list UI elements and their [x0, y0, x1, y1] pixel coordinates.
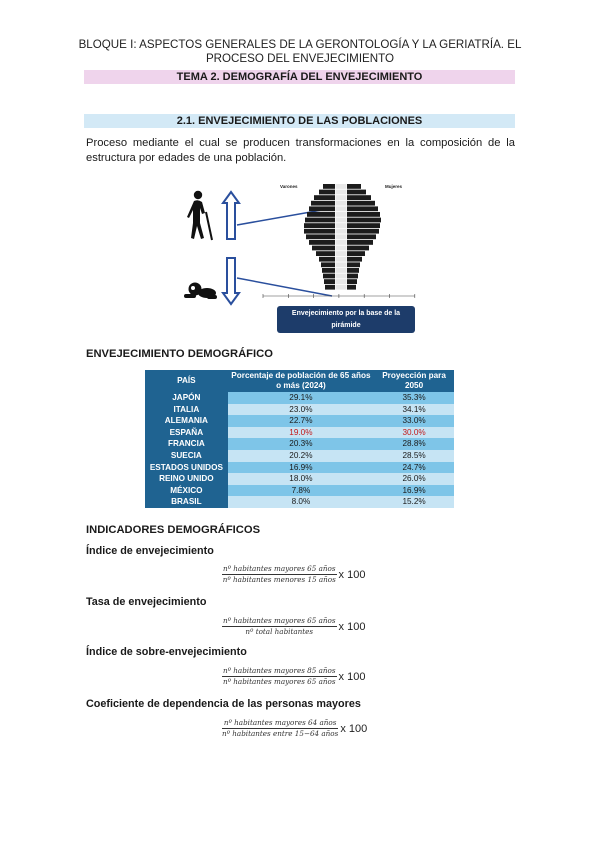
pct-2024-cell: 19.0% [228, 427, 374, 439]
pyramid-bar-female [347, 285, 356, 290]
pyramid-bar-female [347, 257, 362, 262]
country-cell: ITALIA [145, 404, 228, 416]
table-row [145, 473, 454, 485]
pyramid-age-label-slot [336, 246, 347, 251]
pyramid-bar-female [347, 218, 381, 223]
pct-2024-cell: 22.7% [228, 415, 374, 427]
formula-factor: x 100 [340, 722, 368, 735]
pyramid-caption-line-1: Envejecimiento por la base de la [291, 310, 401, 317]
topic-title: TEMA 2. DEMOGRAFÍA DEL ENVEJECIMIENTO [84, 70, 515, 84]
aging-by-country-table [145, 370, 454, 508]
formula-denominator: nº habitantes entre 15−64 años [222, 729, 339, 738]
pct-2024-cell: 7.8% [228, 485, 374, 497]
pyramid-age-label-slot [336, 257, 347, 262]
formula-factor: x 100 [338, 670, 366, 683]
pyramid-bars [304, 184, 381, 290]
pct-2024-cell: 16.9% [228, 462, 374, 474]
pyramid-bar-male [319, 190, 335, 195]
pyramid-bar-male [319, 257, 335, 262]
elderly-person-icon [187, 191, 212, 240]
proyeccion-2050-cell: 34.1% [374, 404, 454, 416]
pyramid-age-label-slot [336, 218, 347, 223]
proyeccion-2050-cell: 28.8% [374, 438, 454, 450]
proyeccion-2050-cell: 24.7% [374, 462, 454, 474]
pct-2024-cell: 29.1% [228, 392, 374, 404]
column-header-proyeccion-2050: Proyección para 2050 [374, 370, 454, 392]
pyramid-bar-female [347, 279, 357, 284]
header-line-1: BLOQUE I: ASPECTOS GENERALES DE LA GERONTOLOGÍA Y LA GERIATRÍA. EL [78, 38, 522, 51]
column-header-pais: PAÍS [145, 370, 228, 392]
pyramid-age-label-slot [336, 229, 347, 234]
formula-sobre-envejecimiento [222, 666, 365, 687]
pyramid-bar-male [306, 234, 335, 239]
formula-numerator: nº habitantes mayores 64 años [223, 718, 337, 727]
table-row [145, 427, 454, 439]
pyramid-caption [277, 306, 415, 333]
pct-2024-cell: 20.2% [228, 450, 374, 462]
formula-factor: x 100 [338, 620, 366, 633]
birthrate-down-arrow-icon [223, 258, 239, 304]
formula-indice-envejecimiento [222, 564, 365, 585]
pointer-line-bottom [237, 278, 332, 296]
pyramid-bar-female [347, 201, 375, 206]
proyeccion-2050-cell: 16.9% [374, 485, 454, 497]
pyramid-female-label: Mujeres [385, 184, 403, 189]
section-title: 2.1. ENVEJECIMIENTO DE LAS POBLACIONES [84, 114, 515, 128]
pyramid-bar-male [309, 206, 335, 211]
header-line-2: PROCESO DEL ENVEJECIMIENTO [205, 51, 395, 65]
pyramid-bar-male [323, 184, 335, 189]
country-cell: SUECIA [145, 450, 228, 462]
table-row [145, 392, 454, 404]
pyramid-bar-male [304, 229, 335, 234]
pyramid-bar-female [347, 212, 380, 217]
pyramid-age-label-slot [336, 195, 347, 200]
pyramid-bar-male [311, 201, 335, 206]
pyramid-bar-female [347, 195, 371, 200]
pyramid-bar-male [304, 223, 335, 228]
country-cell: FRANCIA [145, 438, 228, 450]
pyramid-bar-female [347, 240, 373, 245]
pct-2024-cell: 8.0% [228, 496, 374, 508]
pyramid-bar-male [324, 279, 335, 284]
table-body [145, 392, 454, 508]
country-cell: REINO UNIDO [145, 473, 228, 485]
pct-2024-cell: 20.3% [228, 438, 374, 450]
intro-paragraph: Proceso mediante el cual se producen transformaciones en la composición de la estructura por edades de una población. [86, 137, 515, 164]
pyramid-bar-female [347, 223, 380, 228]
pyramid-age-label-slot [336, 274, 347, 279]
formula-denominator: nº habitantes menores 15 años [222, 575, 336, 584]
indicadores-heading: INDICADORES DEMOGRÁFICOS [86, 524, 261, 536]
formula-coeficiente-dependencia [222, 718, 367, 739]
baby-icon [184, 283, 217, 300]
pyramid-bar-female [347, 274, 358, 279]
pyramid-age-label-slot [336, 234, 347, 239]
formula-numerator: nº habitantes mayores 85 años [223, 666, 336, 675]
pyramid-bar-male [325, 285, 335, 290]
pyramid-bar-female [347, 229, 379, 234]
country-cell: ESTADOS UNIDOS [145, 462, 228, 474]
pct-2024-cell: 23.0% [228, 404, 374, 416]
indicator-title-coeficiente-dependencia: Coeficiente de dependencia de las personas mayores [86, 698, 361, 710]
formula-numerator: nº habitantes mayores 65 años [223, 616, 336, 625]
column-header-pct-2024: Porcentaje de población de 65 años o más (2024) [228, 370, 374, 392]
country-cell: ESPAÑA [145, 427, 228, 439]
country-cell: ALEMANIA [145, 415, 228, 427]
demografico-heading: ENVEJECIMIENTO DEMOGRÁFICO [86, 348, 273, 360]
pyramid-bar-male [314, 195, 335, 200]
formula-tasa-envejecimiento [222, 616, 365, 637]
pyramid-bar-female [347, 268, 359, 273]
proyeccion-2050-cell: 28.5% [374, 450, 454, 462]
proyeccion-2050-cell: 15.2% [374, 496, 454, 508]
proyeccion-2050-cell: 26.0% [374, 473, 454, 485]
pyramid-bar-female [347, 234, 376, 239]
document-header [60, 38, 540, 65]
pyramid-bar-female [347, 246, 369, 251]
table-row [145, 496, 454, 508]
formula-denominator: nº habitantes mayores 65 años [223, 677, 336, 686]
population-pyramid-figure [180, 180, 430, 310]
pyramid-age-label-slot [336, 184, 347, 189]
pyramid-male-label: Varones [280, 184, 298, 189]
pyramid-bar-female [347, 190, 366, 195]
pyramid-bar-female [347, 184, 361, 189]
pyramid-age-label-slot [336, 206, 347, 211]
formula-numerator: nº habitantes mayores 65 años [223, 564, 336, 573]
indicator-title-sobre-envejecimiento: Índice de sobre-envejecimiento [86, 646, 247, 658]
pyramid-age-label-slot [336, 212, 347, 217]
country-cell: JAPÓN [145, 392, 228, 404]
indicator-title-tasa-envejecimiento: Tasa de envejecimiento [86, 596, 207, 608]
table-row [145, 450, 454, 462]
pyramid-age-label-slot [336, 251, 347, 256]
pct-2024-cell: 18.0% [228, 473, 374, 485]
table-row [145, 438, 454, 450]
table-row [145, 462, 454, 474]
country-cell: MÉXICO [145, 485, 228, 497]
pyramid-bar-female [347, 251, 365, 256]
pyramid-bar-male [321, 262, 335, 267]
pyramid-bar-male [305, 218, 335, 223]
table-row [145, 485, 454, 497]
pyramid-bar-male [307, 212, 335, 217]
pyramid-age-label-slot [336, 262, 347, 267]
formula-factor: x 100 [338, 568, 366, 581]
pyramid-bar-female [347, 206, 378, 211]
pyramid-bar-male [309, 240, 335, 245]
pyramid-age-label-slot [336, 190, 347, 195]
pyramid-age-label-slot [336, 285, 347, 290]
proyeccion-2050-cell: 35.3% [374, 392, 454, 404]
pyramid-age-label-slot [336, 240, 347, 245]
formula-denominator: nº total habitantes [245, 627, 314, 636]
table-header-row [145, 370, 454, 392]
pyramid-age-label-slot [336, 223, 347, 228]
pyramid-age-label-slot [336, 201, 347, 206]
pyramid-age-label-slot [336, 268, 347, 273]
pyramid-bar-male [322, 268, 335, 273]
pyramid-bar-male [316, 251, 335, 256]
indicator-title-indice-envejecimiento: Índice de envejecimiento [86, 545, 214, 557]
pyramid-bar-male [312, 246, 335, 251]
pyramid-caption-line-2: pirámide [331, 322, 361, 329]
pyramid-bar-female [347, 262, 360, 267]
aging-up-arrow-icon [223, 192, 239, 239]
proyeccion-2050-cell: 30.0% [374, 427, 454, 439]
pyramid-bar-male [323, 274, 335, 279]
country-cell: BRASIL [145, 496, 228, 508]
table-row [145, 415, 454, 427]
pyramid-age-label-slot [336, 279, 347, 284]
proyeccion-2050-cell: 33.0% [374, 415, 454, 427]
table-row [145, 404, 454, 416]
